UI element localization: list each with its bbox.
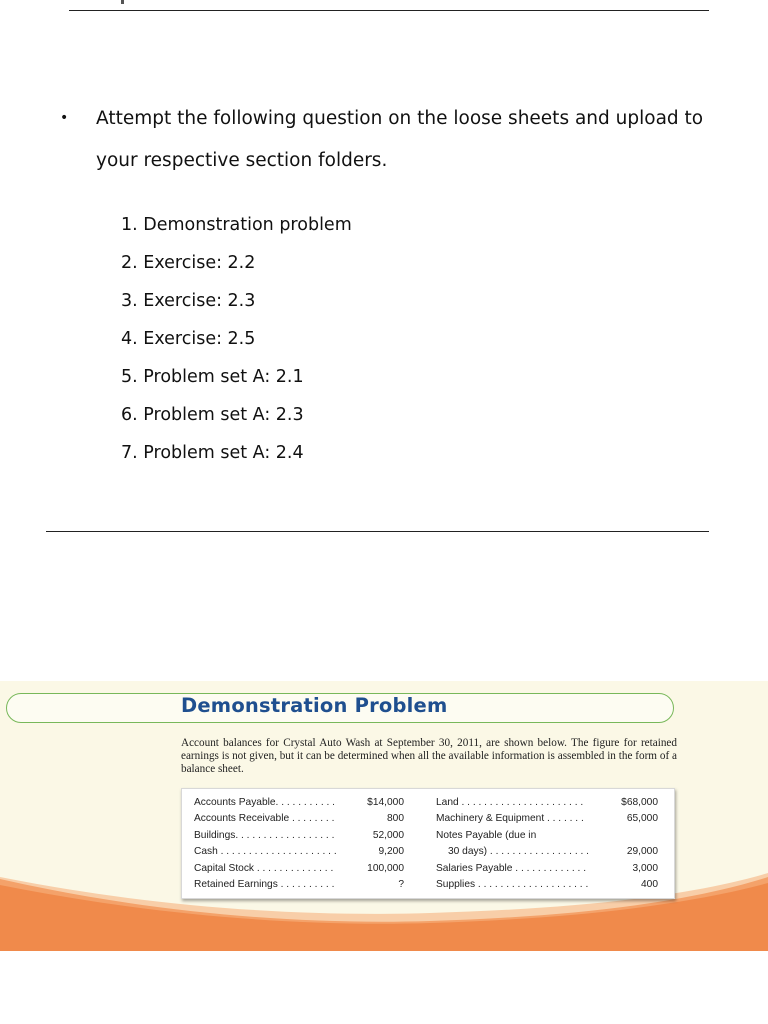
account-row — [436, 795, 658, 811]
account-name: Accounts Receivable . . . . . . . . — [194, 813, 335, 825]
account-row — [194, 828, 404, 844]
account-row — [194, 877, 404, 893]
account-row — [436, 877, 658, 893]
account-row — [194, 795, 404, 811]
account-balances-table — [181, 788, 675, 899]
account-row — [194, 844, 404, 860]
task-item: 3. Exercise: 2.3 — [121, 291, 256, 311]
account-row — [436, 844, 658, 860]
task-item: 1. Demonstration problem — [121, 215, 352, 235]
instruction-text: Attempt the following question on the loose sheets and upload to your respective section folders. — [96, 108, 704, 171]
task-item: 6. Problem set A: 2.3 — [121, 405, 304, 425]
account-name: 30 days) . . . . . . . . . . . . . . . . . . — [448, 846, 589, 858]
top-divider — [69, 10, 709, 11]
account-amount: ? — [398, 878, 404, 890]
bottom-divider — [46, 531, 709, 532]
demo-paragraph: Account balances for Crystal Auto Wash at September 30, 2011, are shown below. The figure for retained earnings is not given, but it can be determined when all the available information is assembled in the form of a balance sheet. — [181, 737, 677, 775]
account-name: Salaries Payable . . . . . . . . . . . . . — [436, 862, 587, 874]
account-amount: 9,200 — [378, 846, 404, 858]
accounts-left-column — [194, 795, 404, 893]
account-name: Notes Payable (due in — [436, 829, 537, 841]
task-item: 4. Exercise: 2.5 — [121, 329, 256, 349]
task-item: 5. Problem set A: 2.1 — [121, 367, 304, 387]
account-row — [436, 828, 658, 844]
account-name: Land . . . . . . . . . . . . . . . . . . . . . . — [436, 797, 584, 808]
account-name: Supplies . . . . . . . . . . . . . . . . . . . . — [436, 878, 589, 890]
account-amount: $14,000 — [367, 797, 404, 808]
account-name: Machinery & Equipment . . . . . . . — [436, 813, 584, 825]
account-row — [436, 861, 658, 877]
account-row — [194, 861, 404, 877]
account-row — [436, 811, 658, 827]
demo-title: Demonstration Problem — [181, 694, 448, 717]
top-edge-mark — [121, 0, 124, 4]
accounts-right-column — [436, 795, 658, 893]
instruction-block — [60, 97, 720, 182]
account-amount: 29,000 — [626, 846, 658, 858]
account-amount: 100,000 — [367, 862, 404, 874]
task-list — [121, 206, 352, 472]
account-name: Buildings. . . . . . . . . . . . . . . . . . — [194, 829, 335, 841]
account-name: Retained Earnings . . . . . . . . . . — [194, 878, 335, 890]
task-item: 7. Problem set A: 2.4 — [121, 443, 304, 463]
account-name: Cash . . . . . . . . . . . . . . . . . . . . . — [194, 846, 337, 858]
account-amount: $68,000 — [621, 797, 658, 808]
account-amount: 65,000 — [626, 813, 658, 825]
account-name: Accounts Payable. . . . . . . . . . . — [194, 797, 335, 808]
task-item: 2. Exercise: 2.2 — [121, 253, 256, 273]
account-amount: 52,000 — [372, 829, 404, 841]
textbook-excerpt — [0, 681, 768, 951]
account-amount: 3,000 — [632, 862, 658, 874]
account-amount: 400 — [641, 878, 658, 890]
account-amount: 800 — [387, 813, 404, 825]
bullet-icon: • — [60, 110, 69, 126]
account-row — [194, 811, 404, 827]
account-name: Capital Stock . . . . . . . . . . . . . . — [194, 862, 334, 874]
